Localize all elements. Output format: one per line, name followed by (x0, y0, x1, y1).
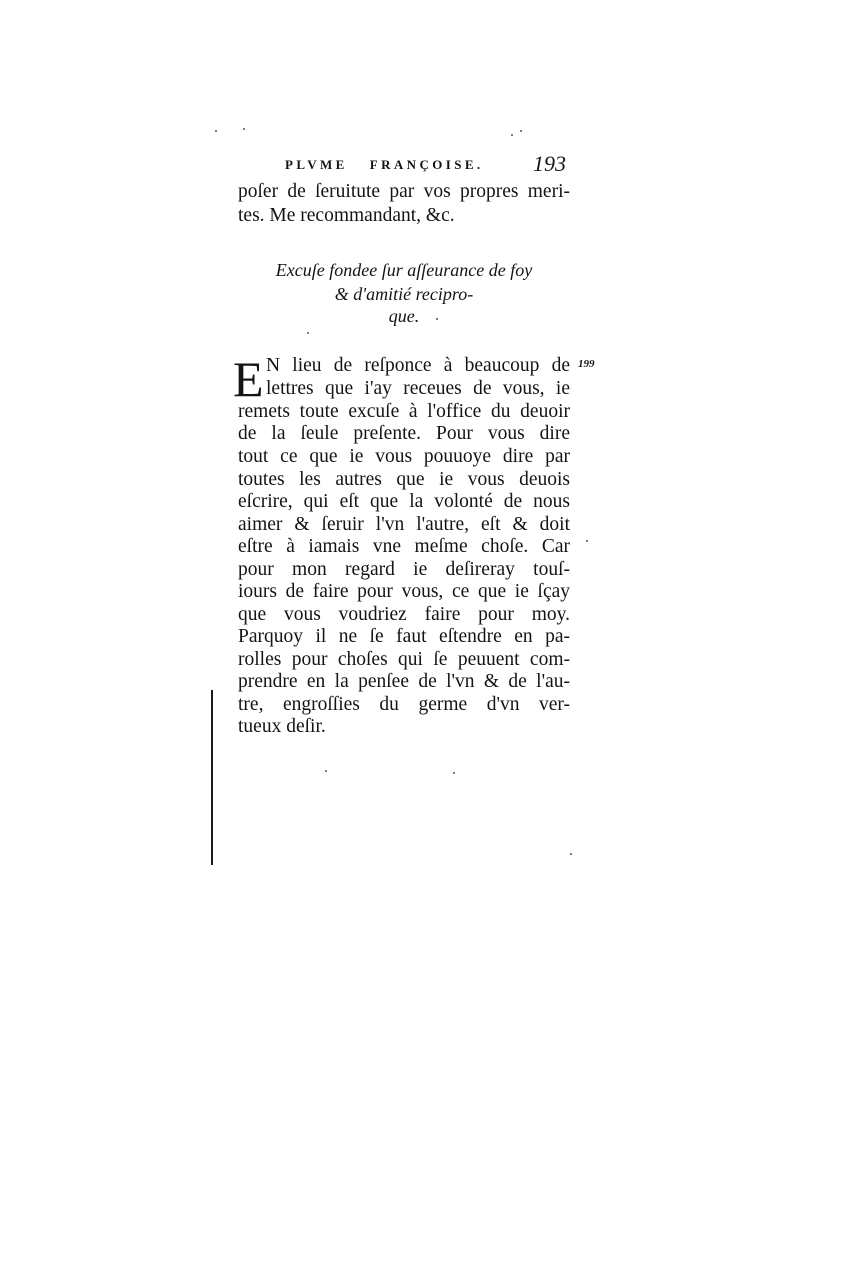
body-line: que vous voudriez faire pour moy. (238, 604, 570, 625)
margin-note: 199 (578, 358, 595, 370)
paper-speck (243, 128, 245, 130)
section-heading-line: que. (388, 306, 420, 326)
paper-speck (215, 130, 217, 132)
body-line: prendre en la penſee de l'vn & de l'au- (238, 671, 570, 692)
drop-cap: E (233, 351, 264, 407)
body-line: rolles pour choſes qui ſe peuuent com- (238, 649, 570, 670)
body-line: de la ſeule preſente. Pour vous dire (238, 423, 570, 444)
body-line: remets toute excuſe à l'office du deuoir (238, 401, 570, 422)
body-line: eſtre à iamais vne meſme choſe. Car (238, 536, 570, 557)
running-header (285, 157, 484, 173)
section-heading-line: & d'amitié recipro- (334, 284, 474, 304)
paper-speck (570, 853, 572, 855)
body-line: Parquoy il ne ſe faut eſtendre en pa- (238, 626, 570, 647)
running-title-left: PLVME (285, 157, 348, 172)
paper-speck (586, 540, 588, 542)
body-line: aimer & ſeruir l'vn l'autre, eſt & doit (238, 514, 570, 535)
running-title-right: FRANÇOISE. (369, 157, 484, 172)
paper-speck (307, 332, 309, 334)
continuation-line: poſer de ſeruitute par vos propres meri- (238, 181, 570, 202)
body-line: toutes les autres que ie vous deuois (238, 469, 570, 490)
body-line: N lieu de reſponce à beaucoup de (266, 355, 570, 376)
body-line: lettres que i'ay receues de vous, ie (266, 378, 570, 399)
paper-speck (325, 770, 327, 772)
body-line: eſcrire, qui eſt que la volonté de nous (238, 491, 570, 512)
body-line: iours de faire pour vous, ce que ie ſçay (238, 581, 570, 602)
body-line: tout ce que ie vous pouuoye dire par (238, 446, 570, 467)
continuation-line: tes. Me recommandant, &c. (238, 205, 455, 226)
body-line: tueux deſir. (238, 716, 326, 737)
page-number: 193 (533, 151, 566, 176)
gutter-shadow-line (211, 690, 213, 865)
body-line: tre, engroſſies du germe d'vn ver- (238, 694, 570, 715)
paper-speck (511, 134, 513, 136)
body-line: pour mon regard ie deſireray touſ- (238, 559, 570, 580)
paper-speck (520, 130, 522, 132)
paper-speck (453, 772, 455, 774)
section-heading-line: Excuſe fondee ſur aſſeurance de foy (275, 260, 533, 280)
